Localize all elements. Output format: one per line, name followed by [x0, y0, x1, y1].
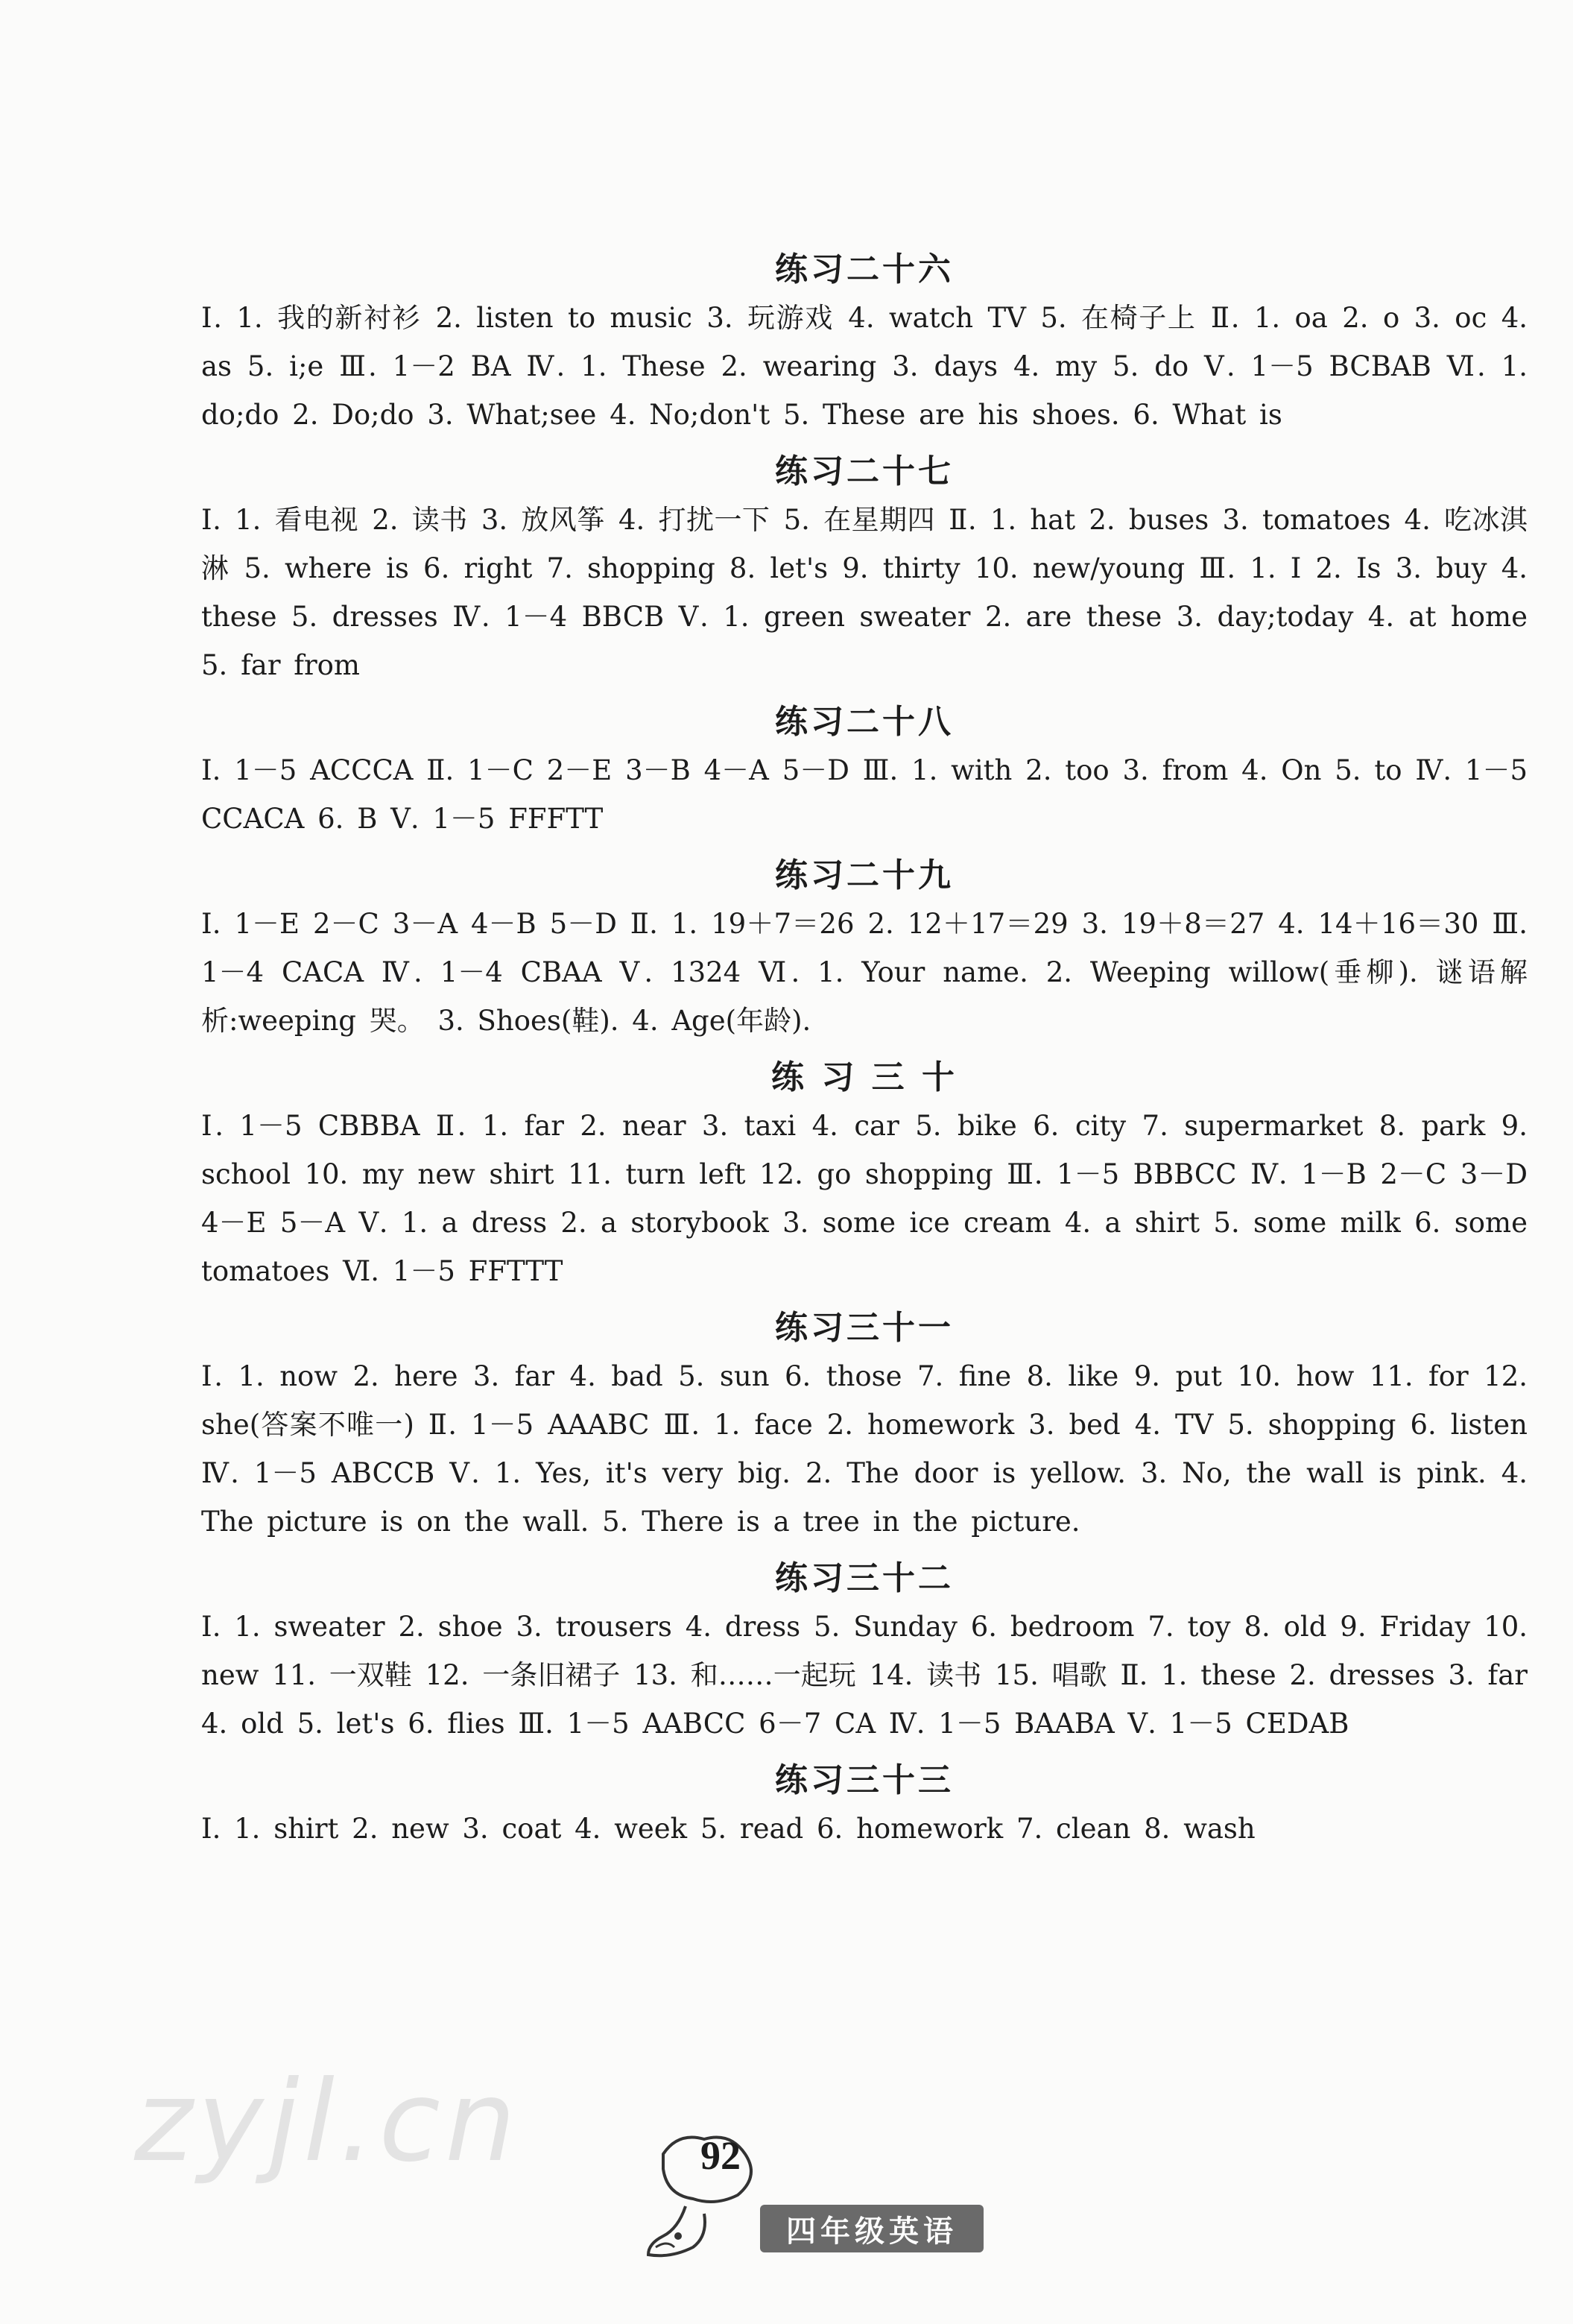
section-title-28: 练习二十八 — [775, 703, 954, 741]
section-title-32: 练习三十二 — [775, 1559, 954, 1597]
section-title-33: 练习三十三 — [775, 1761, 954, 1799]
section-answers-28: Ⅰ. 1－5 ACCCA Ⅱ. 1－C 2－E 3－B 4－A 5－D Ⅲ. 1. with 2. too 3. from 4. On 5. to Ⅳ. 1－5 CCACA 6. B Ⅴ. 1－5 FFFTT — [201, 754, 1528, 835]
page-number: 92 — [700, 2133, 741, 2178]
section-answers-33: Ⅰ. 1. shirt 2. new 3. coat 4. week 5. read 6. homework 7. clean 8. wash — [201, 1813, 1256, 1845]
section-title-26: 练习二十六 — [775, 250, 954, 288]
section-title-27: 练习二十七 — [775, 452, 954, 490]
site-watermark: zyjl.cn — [134, 2057, 521, 2187]
section-answers-27: Ⅰ. 1. 看电视 2. 读书 3. 放风筝 4. 打扰一下 5. 在星期四 Ⅱ. 1. hat 2. buses 3. tomatoes 4. 吃冰淇淋 5. where is 6. right 7. shopping 8. let's 9. thirty 10. new/young Ⅲ. 1. I 2. Is 3. buy 4. these 5. dresses Ⅳ. 1－4 BBCB Ⅴ. 1. green sweater 2. are these 3. day;today 4. at home 5. far from — [201, 504, 1528, 681]
section-answers-30: Ⅰ. 1－5 CBBBA Ⅱ. 1. far 2. near 3. taxi 4. car 5. bike 6. city 7. supermarket 8. park 9. school 10. my new shirt 11. turn left 12. go shopping Ⅲ. 1－5 BBBCC Ⅳ. 1－B 2－C 3－D 4－E 5－A Ⅴ. 1. a dress 2. a storybook 3. some ice cream 4. a shirt 5. some milk 6. some tomatoes Ⅵ. 1－5 FFTTT — [201, 1110, 1528, 1287]
section-answers-26: Ⅰ. 1. 我的新衬衫 2. listen to music 3. 玩游戏 4. watch TV 5. 在椅子上 Ⅱ. 1. oa 2. o 3. oc 4. as 5. i;e Ⅲ. 1－2 BA Ⅳ. 1. These 2. wearing 3. days 4. my 5. do Ⅴ. 1－5 BCBAB Ⅵ. 1. do;do 2. Do;do 3. What;see 4. No;don't 5. These are his shoes. 6. What is — [201, 302, 1528, 431]
section-title-31: 练习三十一 — [775, 1309, 954, 1347]
answer-key-page — [201, 246, 1528, 1862]
section-answers-31: Ⅰ. 1. now 2. here 3. far 4. bad 5. sun 6. those 7. fine 8. like 9. put 10. how 11. for 12. she(答案不唯一) Ⅱ. 1－5 AAABC Ⅲ. 1. face 2. homework 3. bed 4. TV 5. shopping 6. listen Ⅳ. 1－5 ABCCB Ⅴ. 1. Yes, it's very big. 2. The door is yellow. 3. No, the wall is pink. 4. The picture is on the wall. 5. There is a tree in the picture. — [201, 1360, 1528, 1538]
section-title-29: 练习二十九 — [775, 856, 954, 894]
section-answers-32: Ⅰ. 1. sweater 2. shoe 3. trousers 4. dress 5. Sunday 6. bedroom 7. toy 8. old 9. Friday 10. new 11. 一双鞋 12. 一条旧裙子 13. 和……一起玩 14. 读书 15. 唱歌 Ⅱ. 1. these 2. dresses 3. far 4. old 5. let's 6. flies Ⅲ. 1－5 AABCC 6－7 CA Ⅳ. 1－5 BAABA Ⅴ. 1－5 CEDAB — [201, 1611, 1528, 1740]
section-title-30: 练 习 三 十 — [771, 1058, 958, 1096]
grade-label-badge: 四年级英语 — [760, 2205, 984, 2252]
section-answers-29: Ⅰ. 1－E 2－C 3－A 4－B 5－D Ⅱ. 1. 19＋7＝26 2. 12＋17＝29 3. 19＋8＝27 4. 14＋16＝30 Ⅲ. 1－4 CACA Ⅳ. 1－4 CBAA Ⅴ. 1324 Ⅵ. 1. Your name. 2. Weeping willow(垂柳). 谜语解析:weeping 哭。 3. Shoes(鞋). 4. Age(年龄). — [201, 908, 1528, 1037]
